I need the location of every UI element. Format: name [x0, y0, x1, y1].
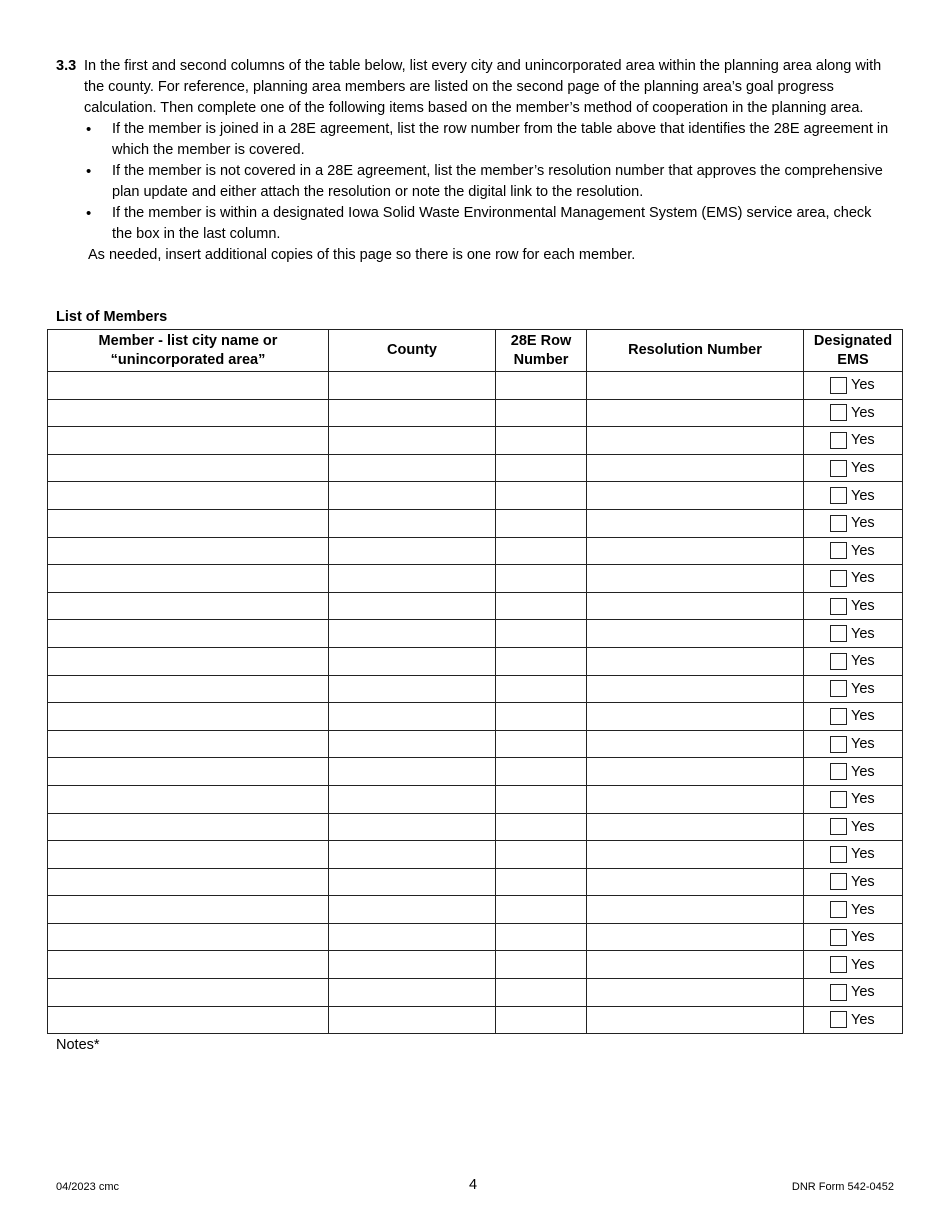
ems-cell: [804, 372, 903, 400]
ems-option: [830, 377, 902, 394]
resolution-number-cell[interactable]: [587, 1006, 804, 1034]
member-header-line: Member - list city name or: [98, 332, 278, 349]
row-number-cell[interactable]: [496, 979, 587, 1007]
ems-cell: [804, 923, 903, 951]
ems-cell: [804, 565, 903, 593]
ems-option: [830, 929, 902, 946]
table-row: [48, 454, 903, 482]
county-cell[interactable]: [329, 841, 496, 869]
section-intro-text: In the first and second columns of the table below, list every city and unincorporated area within the planning area along with the county. For reference, planning area members are listed on the second page of the planning area’s goal progress calculation. Then complete one of the following items based on the member’s method of cooperation in the planning area.: [84, 58, 882, 116]
resolution-number-cell[interactable]: [587, 868, 804, 896]
ems-checkbox[interactable]: [830, 818, 847, 835]
ems-checkbox-label: Yes: [851, 901, 875, 918]
ems-option: [830, 432, 902, 449]
county-cell[interactable]: [329, 372, 496, 400]
member-name-cell[interactable]: [48, 730, 329, 758]
ems-column-header: [804, 330, 903, 372]
resolution-number-cell[interactable]: [587, 758, 804, 786]
member-name-cell[interactable]: [48, 537, 329, 565]
resolution-number-cell[interactable]: [587, 537, 804, 565]
county-cell[interactable]: [329, 399, 496, 427]
table-row: [48, 592, 903, 620]
row-number-cell[interactable]: [496, 537, 587, 565]
row-number-cell[interactable]: [496, 372, 587, 400]
ems-option: [830, 956, 902, 973]
ems-cell: [804, 675, 903, 703]
table-row: [48, 427, 903, 455]
county-cell[interactable]: [329, 620, 496, 648]
ems-checkbox-label: Yes: [851, 404, 875, 421]
ems-checkbox[interactable]: [830, 598, 847, 615]
ems-checkbox[interactable]: [830, 542, 847, 559]
ems-cell: [804, 647, 903, 675]
resolution-number-cell[interactable]: [587, 896, 804, 924]
resolution-number-cell[interactable]: [587, 923, 804, 951]
footer-date: 04/2023 cmc: [56, 1181, 119, 1193]
member-column-header: [48, 330, 329, 372]
member-name-cell[interactable]: [48, 703, 329, 731]
ems-option: [830, 570, 902, 587]
section-3-3: [56, 56, 892, 266]
ems-option: [830, 818, 902, 835]
table-row: [48, 896, 903, 924]
row-number-cell[interactable]: [496, 785, 587, 813]
ems-cell: [804, 427, 903, 455]
member-name-cell[interactable]: [48, 372, 329, 400]
ems-option: [830, 708, 902, 725]
ems-cell: [804, 703, 903, 731]
row-number-cell[interactable]: [496, 427, 587, 455]
member-name-cell[interactable]: [48, 482, 329, 510]
table-row: [48, 813, 903, 841]
member-name-cell[interactable]: [48, 868, 329, 896]
resolution-number-cell[interactable]: [587, 620, 804, 648]
row-number-cell[interactable]: [496, 758, 587, 786]
table-row: [48, 951, 903, 979]
ems-option: [830, 791, 902, 808]
resolution-number-cell[interactable]: [587, 813, 804, 841]
county-column-header: County: [329, 330, 496, 372]
row-number-column-header: [496, 330, 587, 372]
ems-checkbox-label: Yes: [851, 736, 875, 753]
ems-checkbox[interactable]: [830, 1011, 847, 1028]
ems-cell: [804, 537, 903, 565]
ems-checkbox[interactable]: [830, 377, 847, 394]
row-number-cell[interactable]: [496, 951, 587, 979]
member-name-cell[interactable]: [48, 785, 329, 813]
row-number-cell[interactable]: [496, 703, 587, 731]
ems-checkbox[interactable]: [830, 680, 847, 697]
ems-checkbox-label: Yes: [851, 708, 875, 725]
ems-cell: [804, 896, 903, 924]
ems-checkbox-label: Yes: [851, 487, 875, 504]
ems-cell: [804, 620, 903, 648]
member-name-cell[interactable]: [48, 427, 329, 455]
ems-checkbox[interactable]: [830, 460, 847, 477]
row-number-cell[interactable]: [496, 399, 587, 427]
ems-checkbox-label: Yes: [851, 460, 875, 477]
ems-checkbox-label: Yes: [851, 625, 875, 642]
county-cell[interactable]: [329, 565, 496, 593]
table-row: [48, 537, 903, 565]
member-name-cell[interactable]: [48, 923, 329, 951]
ems-cell: [804, 399, 903, 427]
ems-checkbox[interactable]: [830, 487, 847, 504]
member-name-cell[interactable]: [48, 620, 329, 648]
ems-option: [830, 598, 902, 615]
table-row: [48, 565, 903, 593]
row-number-cell[interactable]: [496, 482, 587, 510]
county-cell[interactable]: [329, 482, 496, 510]
table-row: [48, 509, 903, 537]
ems-cell: [804, 509, 903, 537]
ems-option: [830, 515, 902, 532]
county-cell[interactable]: [329, 427, 496, 455]
table-row: [48, 399, 903, 427]
ems-checkbox-label: Yes: [851, 653, 875, 670]
row-number-cell[interactable]: [496, 1006, 587, 1034]
county-cell[interactable]: [329, 758, 496, 786]
county-cell[interactable]: [329, 454, 496, 482]
ems-option: [830, 625, 902, 642]
ems-cell: [804, 951, 903, 979]
table-row: [48, 675, 903, 703]
resolution-number-cell[interactable]: [587, 592, 804, 620]
ems-checkbox-label: Yes: [851, 377, 875, 394]
ems-checkbox-label: Yes: [851, 956, 875, 973]
ems-option: [830, 873, 902, 890]
ems-option: [830, 846, 902, 863]
resolution-number-cell[interactable]: [587, 427, 804, 455]
county-cell[interactable]: [329, 951, 496, 979]
ems-option: [830, 763, 902, 780]
ems-option: [830, 542, 902, 559]
row-number-cell[interactable]: [496, 592, 587, 620]
member-name-cell[interactable]: [48, 647, 329, 675]
member-name-cell[interactable]: [48, 509, 329, 537]
ems-checkbox-label: Yes: [851, 432, 875, 449]
ems-checkbox[interactable]: [830, 432, 847, 449]
row-number-header-line: Number: [513, 351, 569, 368]
as-needed-note: As needed, insert additional copies of this page so there is one row for each member.: [88, 247, 636, 263]
notes-label: Notes*: [56, 1037, 100, 1053]
ems-option: [830, 984, 902, 1001]
county-cell[interactable]: [329, 592, 496, 620]
instruction-list: [84, 119, 892, 245]
member-header-line: “unincorporated area”: [110, 351, 266, 368]
ems-option: [830, 460, 902, 477]
ems-checkbox-label: Yes: [851, 873, 875, 890]
ems-checkbox[interactable]: [830, 736, 847, 753]
ems-checkbox-label: Yes: [851, 570, 875, 587]
county-cell[interactable]: [329, 730, 496, 758]
member-name-cell[interactable]: [48, 1006, 329, 1034]
ems-header-line: Designated: [813, 332, 893, 349]
ems-cell: [804, 785, 903, 813]
ems-checkbox-label: Yes: [851, 763, 875, 780]
row-number-cell[interactable]: [496, 896, 587, 924]
table-title: List of Members: [56, 309, 168, 325]
ems-checkbox-label: Yes: [851, 984, 875, 1001]
row-number-cell[interactable]: [496, 675, 587, 703]
ems-option: [830, 404, 902, 421]
ems-checkbox[interactable]: [830, 984, 847, 1001]
member-name-cell[interactable]: [48, 813, 329, 841]
ems-option: [830, 487, 902, 504]
ems-checkbox-label: Yes: [851, 791, 875, 808]
row-number-cell[interactable]: [496, 841, 587, 869]
county-cell[interactable]: [329, 647, 496, 675]
county-cell[interactable]: [329, 509, 496, 537]
row-number-cell[interactable]: [496, 454, 587, 482]
ems-option: [830, 680, 902, 697]
table-row: [48, 841, 903, 869]
ems-option: [830, 1011, 902, 1028]
resolution-number-cell[interactable]: [587, 951, 804, 979]
ems-checkbox-label: Yes: [851, 598, 875, 615]
ems-cell: [804, 454, 903, 482]
county-cell[interactable]: [329, 785, 496, 813]
county-cell[interactable]: [329, 703, 496, 731]
resolution-number-cell[interactable]: [587, 565, 804, 593]
ems-checkbox-label: Yes: [851, 846, 875, 863]
resolution-number-cell[interactable]: [587, 509, 804, 537]
resolution-number-cell[interactable]: [587, 703, 804, 731]
ems-checkbox-label: Yes: [851, 542, 875, 559]
ems-checkbox[interactable]: [830, 929, 847, 946]
section-intro: [56, 56, 892, 119]
member-name-cell[interactable]: [48, 565, 329, 593]
member-name-cell[interactable]: [48, 951, 329, 979]
table-row: [48, 647, 903, 675]
county-cell[interactable]: [329, 813, 496, 841]
table-row: [48, 979, 903, 1007]
resolution-column-header: Resolution Number: [587, 330, 804, 372]
row-number-cell[interactable]: [496, 620, 587, 648]
ems-cell: [804, 730, 903, 758]
table-row: [48, 372, 903, 400]
instruction-item: • If the member is not covered in a 28E agreement, list the member’s resolution number that approves the comprehensive plan update and either attach the resolution or note the digital link to the resolution.: [84, 161, 892, 203]
form-number: DNR Form 542-0452: [791, 1181, 894, 1193]
table-row: [48, 482, 903, 510]
ems-checkbox[interactable]: [830, 956, 847, 973]
instruction-item: • If the member is within a designated Iowa Solid Waste Environmental Management System (EMS) service area, check the box in the last column.: [84, 203, 892, 245]
members-table: [47, 329, 903, 1034]
member-name-cell[interactable]: [48, 675, 329, 703]
member-name-cell[interactable]: [48, 454, 329, 482]
ems-cell: [804, 979, 903, 1007]
ems-cell: [804, 868, 903, 896]
table-row: [48, 785, 903, 813]
member-rows: [48, 372, 903, 1034]
ems-checkbox[interactable]: [830, 653, 847, 670]
ems-checkbox[interactable]: [830, 515, 847, 532]
county-cell[interactable]: [329, 923, 496, 951]
ems-cell: [804, 758, 903, 786]
page-number: 4: [469, 1177, 478, 1193]
ems-cell: [804, 592, 903, 620]
county-cell[interactable]: [329, 675, 496, 703]
ems-cell: [804, 482, 903, 510]
member-name-cell[interactable]: [48, 841, 329, 869]
table-row: [48, 703, 903, 731]
row-number-cell[interactable]: [496, 647, 587, 675]
ems-checkbox[interactable]: [830, 570, 847, 587]
ems-cell: [804, 1006, 903, 1034]
member-name-cell[interactable]: [48, 979, 329, 1007]
resolution-number-cell[interactable]: [587, 647, 804, 675]
row-number-cell[interactable]: [496, 923, 587, 951]
ems-checkbox-label: Yes: [851, 515, 875, 532]
ems-checkbox[interactable]: [830, 791, 847, 808]
ems-checkbox[interactable]: [830, 901, 847, 918]
table-row: [48, 620, 903, 648]
ems-checkbox[interactable]: [830, 404, 847, 421]
ems-checkbox[interactable]: [830, 873, 847, 890]
ems-option: [830, 736, 902, 753]
ems-checkbox[interactable]: [830, 763, 847, 780]
county-cell[interactable]: [329, 979, 496, 1007]
county-cell[interactable]: [329, 896, 496, 924]
instruction-item: • If the member is joined in a 28E agreement, list the row number from the table above that identifies the 28E agreement in which the member is covered.: [84, 119, 892, 161]
member-name-cell[interactable]: [48, 758, 329, 786]
table-row: [48, 758, 903, 786]
row-number-cell[interactable]: [496, 730, 587, 758]
resolution-number-cell[interactable]: [587, 372, 804, 400]
row-number-cell[interactable]: [496, 813, 587, 841]
row-number-cell[interactable]: [496, 509, 587, 537]
resolution-number-cell[interactable]: [587, 730, 804, 758]
resolution-number-cell[interactable]: [587, 399, 804, 427]
resolution-number-cell[interactable]: [587, 454, 804, 482]
resolution-number-cell[interactable]: [587, 675, 804, 703]
county-cell[interactable]: [329, 537, 496, 565]
county-cell[interactable]: [329, 1006, 496, 1034]
ems-header-line: EMS: [837, 351, 869, 368]
resolution-number-cell[interactable]: [587, 841, 804, 869]
ems-checkbox[interactable]: [830, 625, 847, 642]
table-row: [48, 868, 903, 896]
member-name-cell[interactable]: [48, 399, 329, 427]
ems-option: [830, 901, 902, 918]
county-cell[interactable]: [329, 868, 496, 896]
member-name-cell[interactable]: [48, 592, 329, 620]
table-row: [48, 1006, 903, 1034]
ems-cell: [804, 813, 903, 841]
ems-checkbox-label: Yes: [851, 1011, 875, 1028]
table-row: [48, 730, 903, 758]
ems-checkbox-label: Yes: [851, 680, 875, 697]
row-number-cell[interactable]: [496, 565, 587, 593]
resolution-number-cell[interactable]: [587, 979, 804, 1007]
row-number-header-line: 28E Row: [510, 332, 572, 349]
ems-checkbox-label: Yes: [851, 818, 875, 835]
ems-checkbox[interactable]: [830, 846, 847, 863]
table-header-row: [48, 330, 903, 372]
ems-checkbox[interactable]: [830, 708, 847, 725]
ems-cell: [804, 841, 903, 869]
table-row: [48, 923, 903, 951]
row-number-cell[interactable]: [496, 868, 587, 896]
resolution-number-cell[interactable]: [587, 482, 804, 510]
member-name-cell[interactable]: [48, 896, 329, 924]
resolution-number-cell[interactable]: [587, 785, 804, 813]
section-number: 3.3: [56, 58, 77, 74]
ems-checkbox-label: Yes: [851, 929, 875, 946]
ems-option: [830, 653, 902, 670]
